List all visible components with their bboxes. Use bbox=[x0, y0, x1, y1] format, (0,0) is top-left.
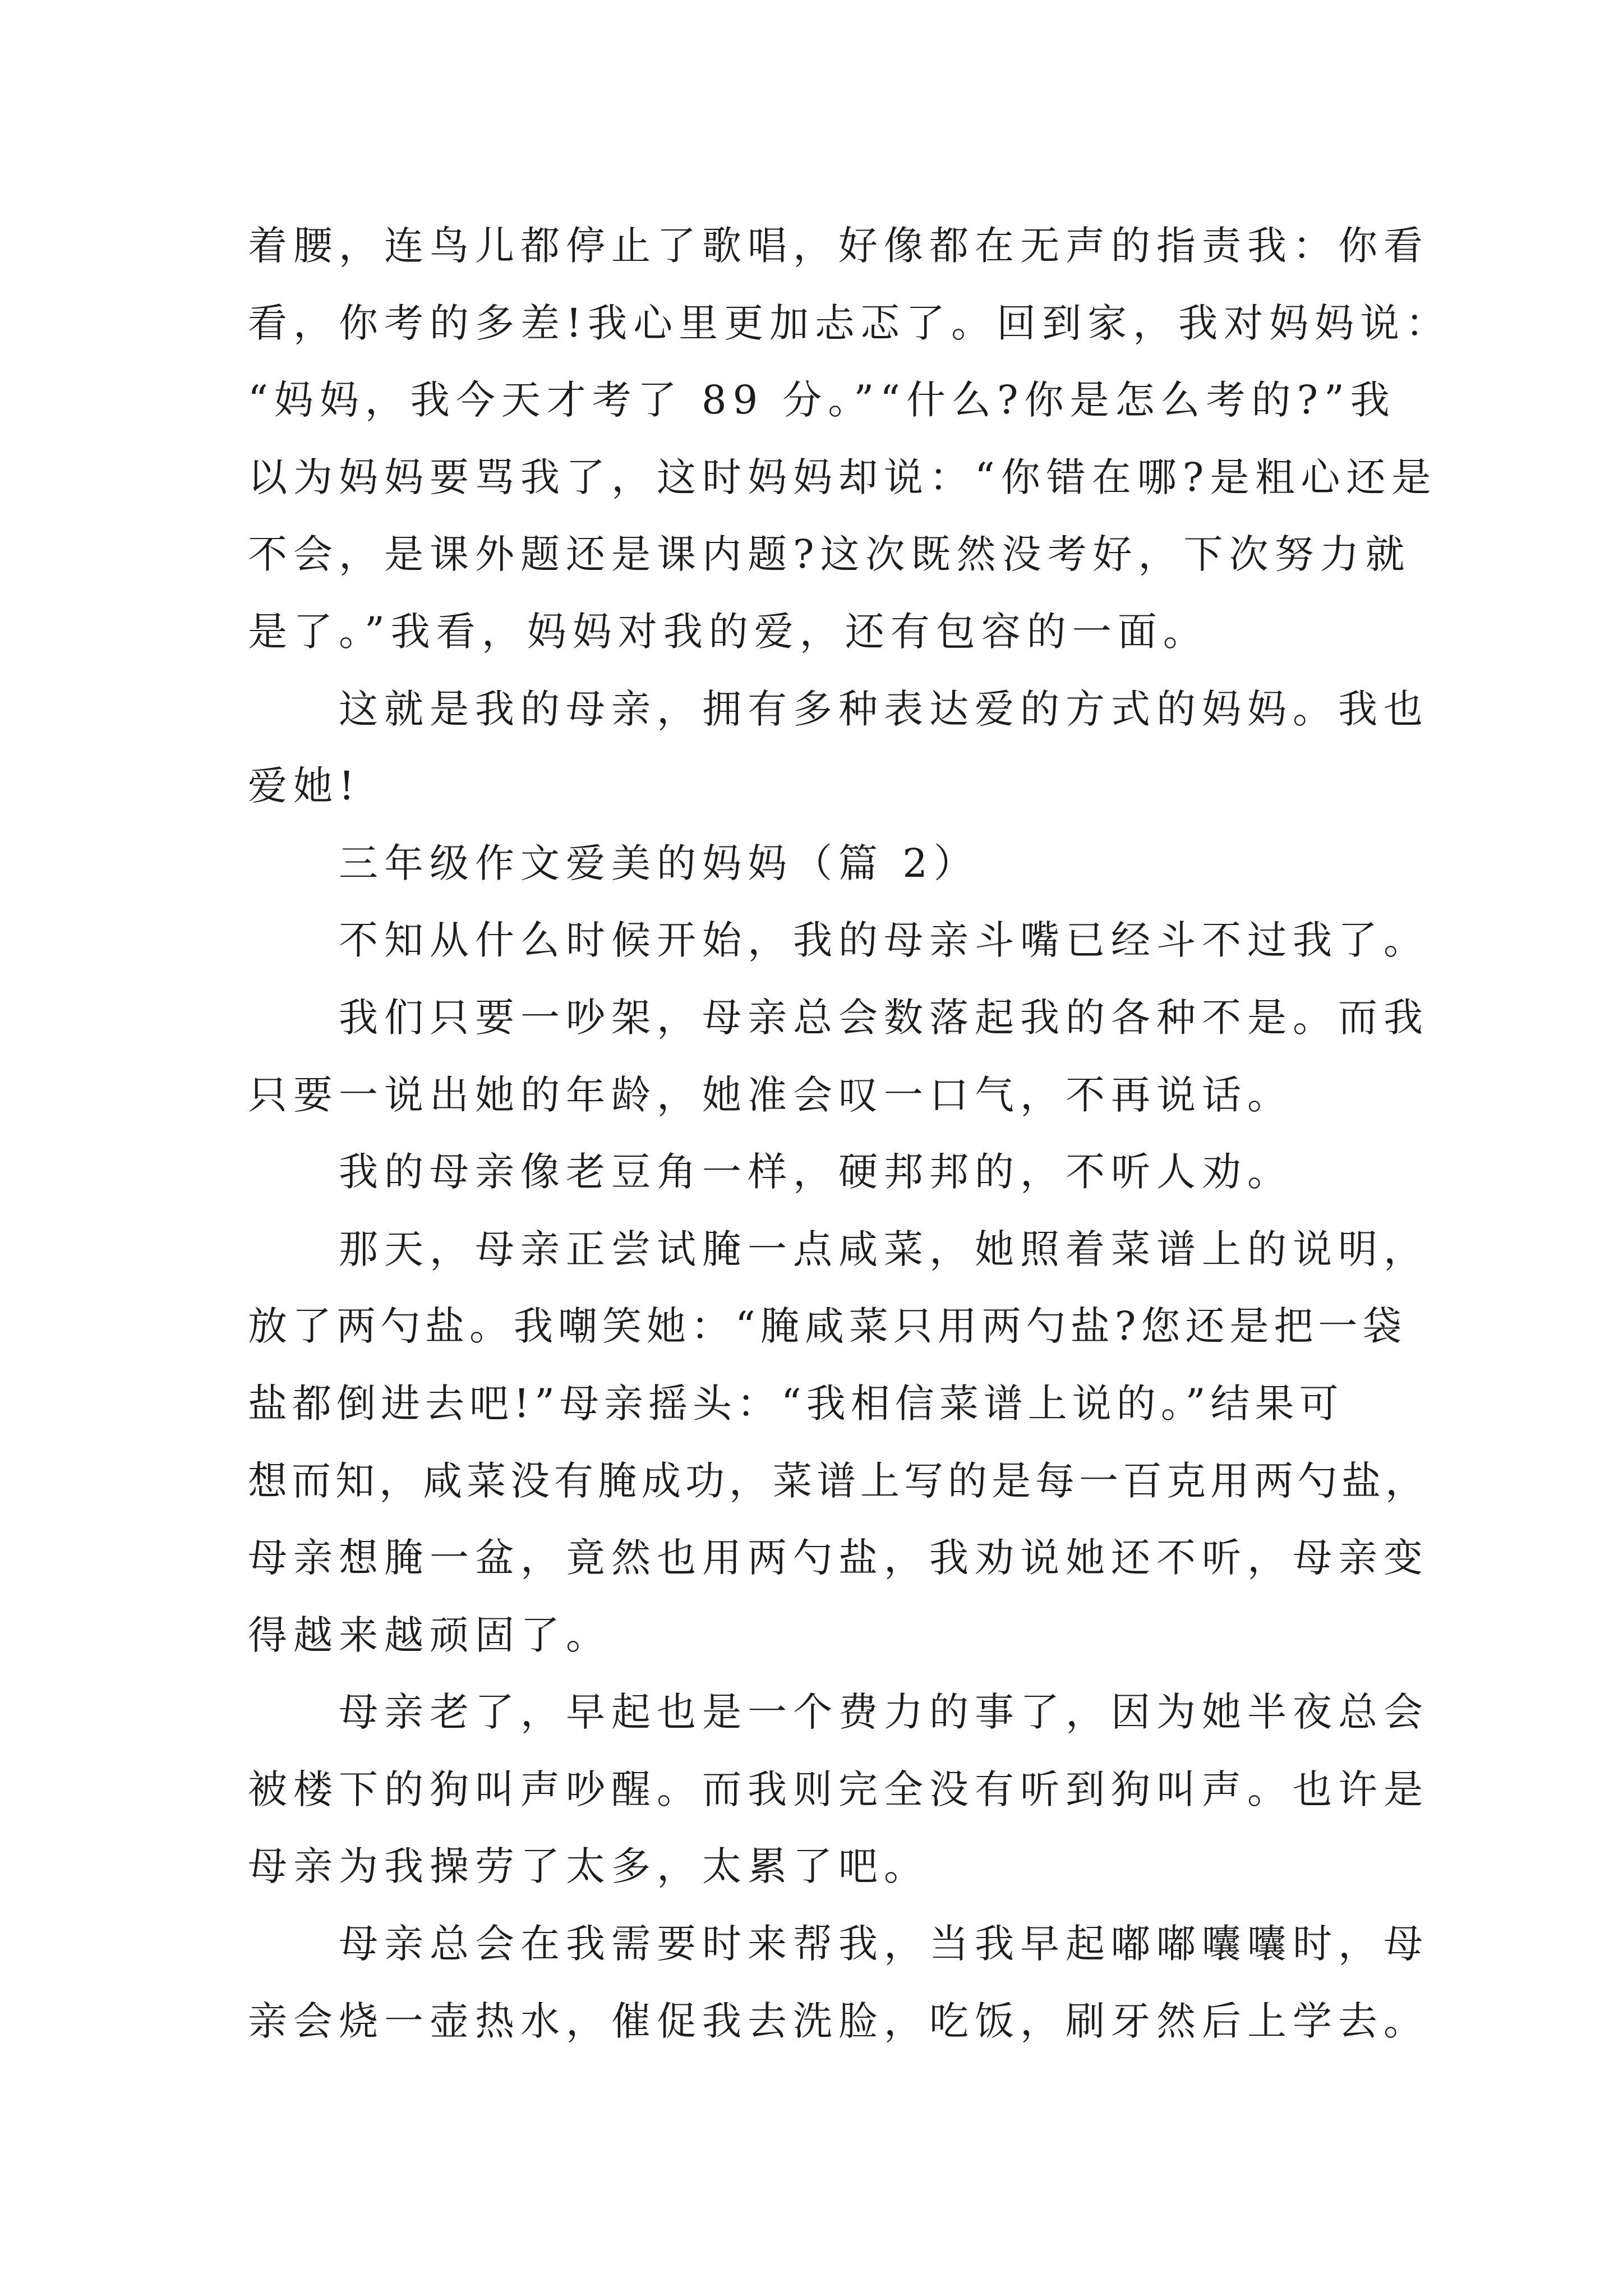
paragraph bbox=[248, 1674, 1538, 1906]
text-line: 母亲老了，早起也是一个费力的事了，因为她半夜总会 bbox=[339, 1689, 1429, 1736]
text-line: 看，你考的多差!我心里更加忐忑了。回到家，我对妈妈说： bbox=[248, 300, 1451, 346]
text-line: 亲会烧一壶热水，催促我去洗脸，吃饭，刷牙然后上学去。 bbox=[248, 1998, 1429, 2044]
text-line: 被楼下的狗叫声吵醒。而我则完全没有听到狗叫声。也许是 bbox=[248, 1766, 1429, 1812]
text-line: 爱她! bbox=[248, 763, 361, 809]
text-line: 我的母亲像老豆角一样，硬邦邦的，不听人劝。 bbox=[339, 1149, 1293, 1195]
text-line: 母亲想腌一盆，竟然也用两勺盐，我劝说她还不听，母亲变 bbox=[248, 1535, 1429, 1581]
paragraph bbox=[248, 208, 1538, 671]
text-line: 只要一说出她的年龄，她准会叹一口气，不再说话。 bbox=[248, 1071, 1293, 1118]
text-line: 盐都倒进去吧!”母亲摇头：“我相信菜谱上说的。”结果可 bbox=[248, 1380, 1344, 1427]
text-line: 得越来越顽固了。 bbox=[248, 1612, 611, 1658]
paragraph bbox=[248, 979, 1538, 1134]
paragraph bbox=[248, 1134, 1538, 1211]
text-line: 我们只要一吵架，母亲总会数落起我的各种不是。而我 bbox=[339, 994, 1429, 1041]
text-line: 想而知，咸菜没有腌成功，菜谱上写的是每一百克用两勺盐， bbox=[248, 1457, 1429, 1504]
section-title: 三年级作文爱美的妈妈（篇 2） bbox=[339, 840, 979, 886]
document-body bbox=[248, 208, 1538, 2060]
text-line: 放了两勺盐。我嘲笑她：“腌咸菜只用两勺盐?您还是把一袋 bbox=[248, 1303, 1407, 1350]
paragraph bbox=[248, 671, 1538, 825]
paragraph bbox=[248, 1906, 1538, 2060]
text-line: 母亲总会在我需要时来帮我，当我早起嘟嘟囔囔时，母 bbox=[339, 1921, 1429, 1967]
text-line: 以为妈妈要骂我了，这时妈妈却说：“你错在哪?是粗心还是 bbox=[248, 454, 1437, 500]
text-line: 那天，母亲正尝试腌一点咸菜，她照着菜谱上的说明， bbox=[339, 1226, 1429, 1272]
text-line: 母亲为我操劳了太多，太累了吧。 bbox=[248, 1843, 929, 1890]
text-line: “妈妈，我今天才考了 89 分。”“什么?你是怎么考的?”我 bbox=[248, 377, 1396, 424]
paragraph bbox=[248, 1211, 1538, 1674]
text-line: 是了。”我看，妈妈对我的爱，还有包容的一面。 bbox=[248, 608, 1209, 655]
text-line: 着腰，连鸟儿都停止了歌唱，好像都在无声的指责我：你看 bbox=[248, 223, 1429, 269]
text-line: 这就是我的母亲，拥有多种表达爱的方式的妈妈。我也 bbox=[339, 685, 1429, 732]
text-line: 不会，是课外题还是课内题?这次既然没考好，下次努力就 bbox=[248, 531, 1411, 578]
text-line: 不知从什么时候开始，我的母亲斗嘴已经斗不过我了。 bbox=[339, 917, 1429, 964]
paragraph bbox=[248, 902, 1538, 979]
